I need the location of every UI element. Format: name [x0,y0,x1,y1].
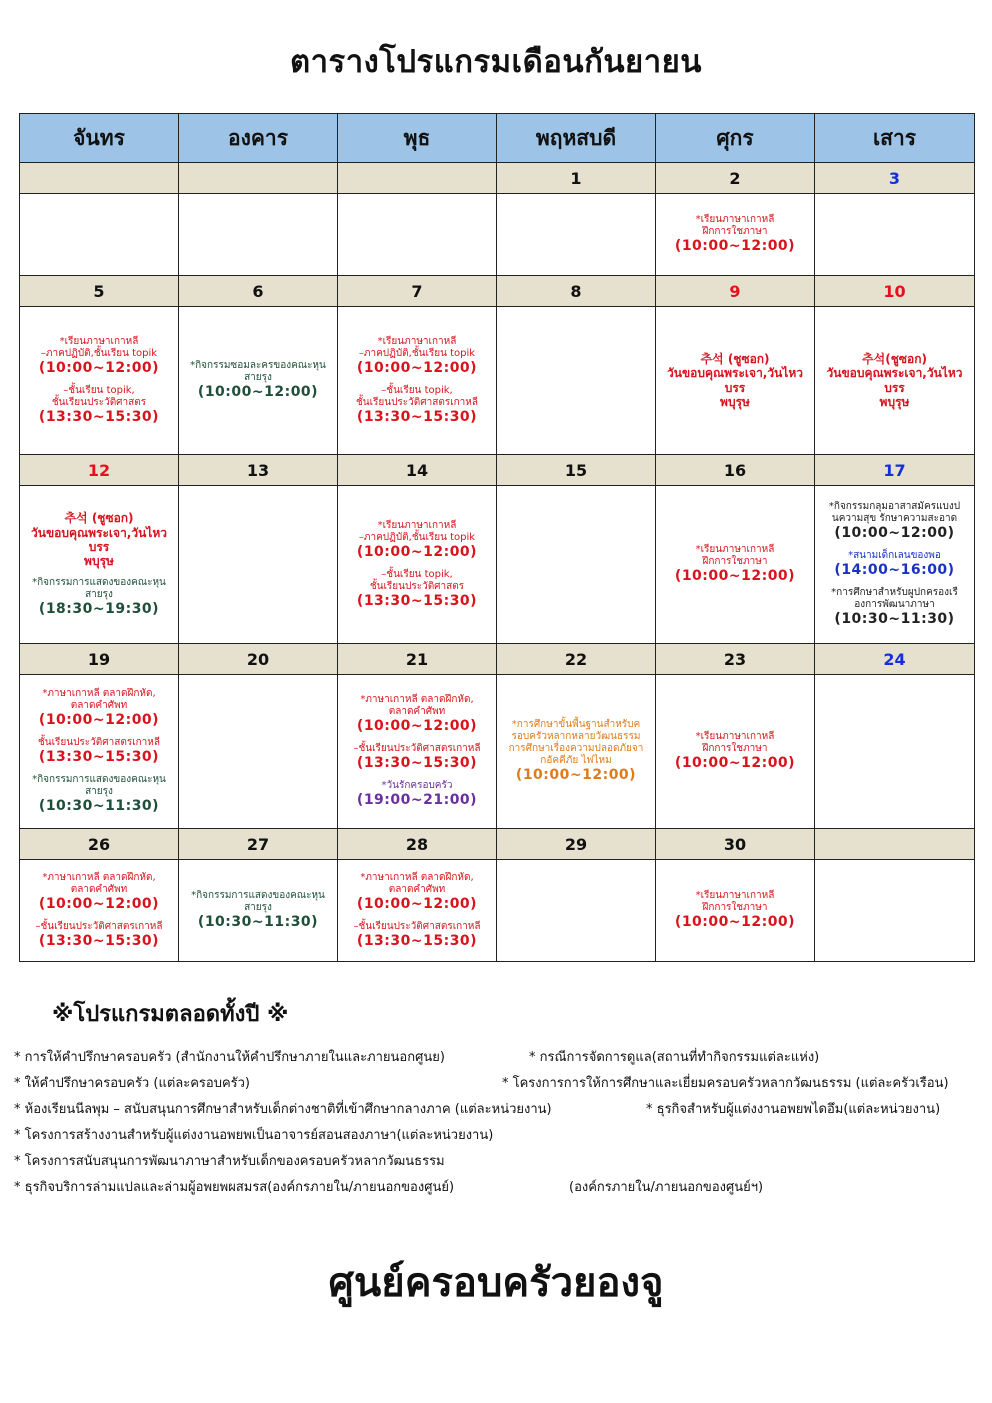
date-cell: 20 [179,644,338,675]
events-row [20,860,975,962]
yearly-row [14,1046,974,1072]
entry-time: (10:00~12:00) [674,238,796,255]
entry-time: (10:00~12:00) [674,568,796,585]
day-cell [338,675,497,829]
schedule-entry [341,921,493,950]
day-cell [20,675,179,829]
schedule-entry [182,360,334,401]
entry-gap [23,378,175,384]
day-cell [179,486,338,644]
weekday-friday: ศุกร [656,114,815,163]
entry-label: –ชั้นเรียนประวัติศาสตรเกาหลี [35,920,163,932]
entry-label: *ภาษาเกาหลี ตลาดฝึกหัด, ตลาดคำศัพท [360,694,474,718]
entry-time: (13:30~15:30) [356,408,478,425]
entry-label: *กิจกรรมการแสดงของคณะหุน สายรุง [191,890,325,914]
schedule-entry [818,587,971,628]
entry-label: *การศึกษาขั้นพื้นฐานสำหรับค รอบครัวหลากหลายวัฒนธรรม การศึกษาเรื่องความปลอดภัยจา กอัคคีภัย ไฟไหม [508,719,644,767]
entry-label: *ภาษาเกาหลี ตลาดฝึกหัด, ตลาดคำศัพท [42,871,156,895]
schedule-entry [659,214,811,255]
entry-time: (10:30~11:30) [834,610,955,627]
schedule-entry [341,520,493,561]
entry-time: (13:30~15:30) [356,932,478,949]
weekday-monday: จันทร [20,114,179,163]
date-cell: 9 [656,276,815,307]
date-cell: 3 [815,163,975,194]
yearly-row [14,1150,974,1176]
entry-label: *เรียนภาษาเกาหลี ฝึกการใชภาษา [695,544,775,568]
date-cell: 12 [20,455,179,486]
date-row [20,276,975,307]
events-row [20,307,975,455]
events-row [20,486,975,644]
yearly-program-title: ※โปรแกรมตลอดทั้งปี ※ [52,1002,289,1027]
date-cell: 16 [656,455,815,486]
entry-time: (18:30~19:30) [38,600,160,617]
date-cell: 10 [815,276,975,307]
entry-label: *สนามเด็กเลนของพอ [848,550,941,562]
entry-label: 추석 (ชูซอก) วันขอบคุณพระเจา,วันไหวบรร พบุรุษ [31,511,167,569]
entry-gap [341,378,493,384]
date-cell: 27 [179,829,338,860]
yearly-item: * กรณีการจัดการดูแล(สถานที่ทำกิจกรรมแต่ละแห่ง) [529,1050,820,1065]
yearly-item: * การให้คำปรึกษาครอบครัว (สำนักงานให้คำปรึกษาภายในและภายนอกศูนย) [14,1050,445,1065]
entry-label: *เรียนภาษาเกาหลี –ภาคปฏิบัติ,ชั้นเรียน topik [40,335,158,359]
date-row [20,829,975,860]
yearly-row [14,1098,974,1124]
schedule-entry [23,385,175,426]
day-cell [815,860,975,962]
entry-time: (10:00~12:00) [356,359,478,376]
day-cell [179,307,338,455]
entry-label: *เรียนภาษาเกาหลี ฝึกการใชภาษา [695,731,775,755]
events-row [20,675,975,829]
day-cell [179,675,338,829]
weekday-thursday: พฤหสบดี [497,114,656,163]
entry-time: (13:30~15:30) [38,932,160,949]
schedule-entry [341,694,493,735]
schedule-entry [341,569,493,610]
yearly-row [14,1072,974,1098]
schedule-entry [23,336,175,377]
day-cell [20,194,179,276]
calendar-table [19,113,975,962]
schedule-entry [23,688,175,729]
yearly-item: * โครงการสนับสนุนการพัฒนาภาษาสำหรับเด็กของครอบครัวหลากวัฒนธรรม [14,1154,445,1169]
day-cell [815,194,975,276]
entry-label: *กิจกรรมการแสดงของคณะหุน สายรุง [32,773,166,797]
day-cell [815,307,975,455]
schedule-entry [23,774,175,815]
schedule-entry [500,719,652,784]
date-cell [20,163,179,194]
day-cell [656,307,815,455]
day-cell [338,860,497,962]
entry-gap [23,570,175,576]
entry-time: (14:00~16:00) [834,562,955,579]
entry-time: (10:00~12:00) [38,359,160,376]
entry-label: *ภาษาเกาหลี ตลาดฝึกหัด, ตลาดคำศัพท [360,871,474,895]
entry-time: (13:30~15:30) [38,749,160,766]
entry-label: *เรียนภาษาเกาหลี ฝึกการใชภาษา [695,214,775,238]
schedule-entry [818,501,971,542]
schedule-entry [818,550,971,579]
entry-label: –ชั้นเรียนประวัติศาสตรเกาหลี [353,743,481,755]
entry-time: (10:30~11:30) [197,914,319,931]
entry-label: *ภาษาเกาหลี ตลาดฝึกหัด, ตลาดคำศัพท [42,688,156,712]
entry-time: (10:00~12:00) [38,712,160,729]
yearly-row [14,1124,974,1150]
entry-label: 추석 (ชูซอก) วันขอบคุณพระเจา,วันไหวบรร พบุรุษ [667,351,803,409]
yearly-item: * ธุรกิจสำหรับผู้แต่งงานอพยพไดอึม(แต่ละหน่วยงาน) [646,1102,941,1117]
day-cell [20,486,179,644]
date-cell: 6 [179,276,338,307]
day-cell [179,194,338,276]
center-name: ศูนย์ครอบครัวยองจู [328,1260,664,1306]
entry-label: *เรียนภาษาเกาหลี ฝึกการใชภาษา [695,890,775,914]
entry-time: (13:30~15:30) [356,755,478,772]
schedule-entry [23,921,175,950]
entry-label: *กิจกรรมซอมละครของคณะหุน สายรุง [190,360,326,384]
entry-label: *การศึกษาสำหรับผูปกครองเรื องการพัฒนาภาษา [831,586,958,610]
date-cell [815,829,975,860]
date-cell: 15 [497,455,656,486]
yearly-program-list [14,1046,974,1202]
entry-time: (10:00~12:00) [197,384,319,401]
day-cell [815,675,975,829]
entry-label: 추석(ชูซอก) วันขอบคุณพระเจา,วันไหวบรร พบุรุษ [826,351,963,409]
date-row [20,163,975,194]
entry-gap [341,562,493,568]
entry-time: (10:00~12:00) [38,895,160,912]
day-cell [179,860,338,962]
yearly-item: * ห้องเรียนนีลพุม – สนับสนุนการศึกษาสำหรับเด็กต่างชาติที่เข้าศึกษากลางภาค (แต่ละหน่วยงาน) [14,1102,552,1117]
date-cell [179,163,338,194]
entry-time: (13:30~15:30) [38,408,160,425]
date-cell: 8 [497,276,656,307]
entry-label: *เรียนภาษาเกาหลี –ภาคปฏิบัติ,ชั้นเรียน topik [358,519,476,543]
date-cell: 26 [20,829,179,860]
date-cell: 30 [656,829,815,860]
entry-gap [23,914,175,920]
entry-time: (10:00~12:00) [834,525,955,542]
schedule-entry [659,731,811,772]
weekday-wednesday: พุธ [338,114,497,163]
yearly-item: * โครงการการให้การศึกษาและเยี่ยมครอบครัวหลากวัฒนธรรม (แต่ละครัวเรือน) [502,1076,949,1091]
date-cell: 7 [338,276,497,307]
day-cell [497,194,656,276]
date-cell: 22 [497,644,656,675]
day-cell [656,860,815,962]
entry-label: *กิจกรรมการแสดงของคณะหุน สายรุง [32,576,166,600]
entry-label: –ชั้นเรียน topik, ชั้นเรียนประวัติศาสตร [51,384,147,408]
entry-time: (10:00~12:00) [674,914,796,931]
entry-label: ชั้นเรียนประวัติศาสตรเกาหลี [37,737,161,749]
weekday-saturday: เสาร [815,114,975,163]
day-cell [20,860,179,962]
day-cell [815,486,975,644]
schedule-entry [341,780,493,809]
date-cell: 28 [338,829,497,860]
date-cell: 5 [20,276,179,307]
schedule-entry [341,336,493,377]
page-title: ตารางโปรแกรมเดือนกันยายน [290,44,702,80]
date-cell: 29 [497,829,656,860]
entry-label: *เรียนภาษาเกาหลี –ภาคปฏิบัติ,ชั้นเรียน topik [358,335,476,359]
yearly-item: * ให้คำปรึกษาครอบครัว (แต่ละครอบครัว) [14,1076,250,1091]
schedule-entry [341,743,493,772]
day-cell [656,194,815,276]
schedule-entry [659,352,811,410]
schedule-entry [23,872,175,913]
events-row [20,194,975,276]
entry-gap [341,773,493,779]
entry-gap [341,914,493,920]
day-cell [497,307,656,455]
entry-time: (13:30~15:30) [356,592,478,609]
day-cell [338,486,497,644]
schedule-entry [341,872,493,913]
entry-gap [23,730,175,736]
entry-time: (10:00~12:00) [356,718,478,735]
entry-gap [23,767,175,773]
day-cell [338,194,497,276]
entry-time: (10:00~12:00) [515,767,637,784]
entry-label: *วันรักครอบครัว [381,779,453,791]
schedule-entry [659,890,811,931]
date-cell: 21 [338,644,497,675]
schedule-entry [23,737,175,766]
entry-label: –ชั้นเรียน topik, ชั้นเรียนประวัติศาสตรเกาหลี [355,384,479,408]
entry-time: (19:00~21:00) [356,791,478,808]
schedule-entry [818,352,971,410]
entry-label: –ชั้นเรียนประวัติศาสตรเกาหลี [353,920,481,932]
yearly-item: * ธุรกิจบริการล่ามแปลและล่ามผู้อพยพผสมรส(องค์กรภายใน/ภายนอกของศูนย์) [14,1180,455,1195]
day-cell [656,675,815,829]
date-row [20,644,975,675]
schedule-entry [659,544,811,585]
date-cell: 19 [20,644,179,675]
schedule-entry [341,385,493,426]
date-cell: 14 [338,455,497,486]
date-cell: 24 [815,644,975,675]
date-row [20,455,975,486]
entry-time: (10:00~12:00) [674,755,796,772]
entry-gap [341,736,493,742]
date-cell: 13 [179,455,338,486]
day-cell [497,486,656,644]
entry-time: (10:00~12:00) [356,895,478,912]
calendar-body [20,163,975,962]
entry-gap [818,580,971,586]
schedule-entry [182,890,334,931]
day-cell [20,307,179,455]
weekday-header-row [20,114,975,163]
yearly-item: (องค์กรภายใน/ภายนอกของศูนย์ฯ) [569,1180,764,1195]
entry-gap [818,543,971,549]
date-cell [338,163,497,194]
entry-label: *กิจกรรมกลุมอาสาสมัครแบงป นความสุข รักษาความสะอาด [828,501,961,525]
entry-time: (10:00~12:00) [356,543,478,560]
date-cell: 17 [815,455,975,486]
date-cell: 1 [497,163,656,194]
weekday-tuesday: องคาร [179,114,338,163]
entry-time: (10:30~11:30) [38,797,160,814]
date-cell: 23 [656,644,815,675]
day-cell [497,675,656,829]
schedule-entry [23,577,175,618]
day-cell [656,486,815,644]
day-cell [497,860,656,962]
yearly-item: * โครงการสร้างงานสำหรับผู้แต่งงานอพยพเป็นอาจารย์สอนสองภาษา(แต่ละหน่วยงาน) [14,1128,494,1143]
schedule-entry [23,511,175,569]
date-cell: 2 [656,163,815,194]
entry-label: –ชั้นเรียน topik, ชั้นเรียนประวัติศาสตร [369,568,465,592]
day-cell [338,307,497,455]
yearly-row [14,1176,974,1202]
